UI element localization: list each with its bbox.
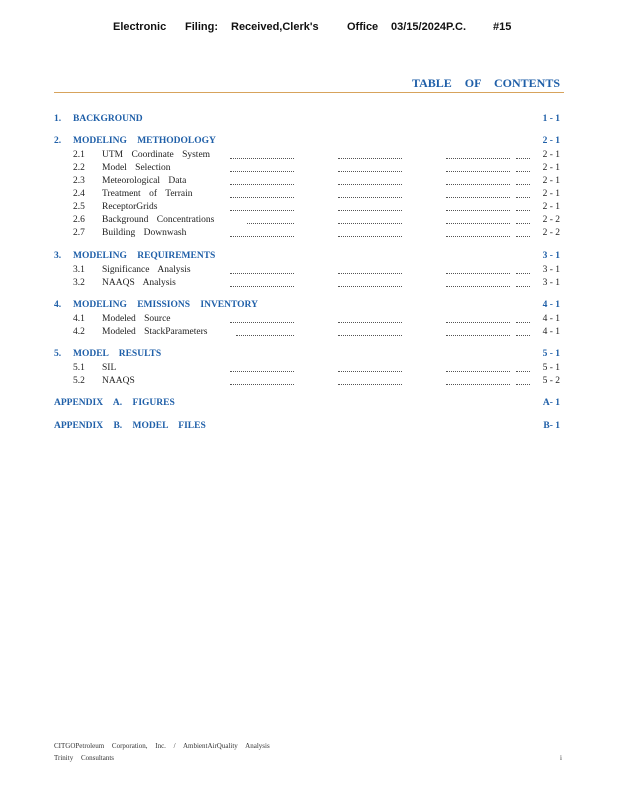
subsection-page: 2 - 2 xyxy=(542,215,560,225)
subsection-title: UTM Coordinate System xyxy=(102,150,211,160)
dot-leader xyxy=(230,189,294,198)
header-date: 03/15/2024P.C. xyxy=(391,21,467,33)
section-page: 5 - 1 xyxy=(542,349,560,359)
dot-leader xyxy=(338,202,402,211)
subsection-title: Modeled StackParameters xyxy=(102,327,208,337)
subsection-number: 2.1 xyxy=(73,150,85,160)
toc-subsection[interactable] xyxy=(0,278,618,291)
dot-leader xyxy=(338,176,402,185)
dot-leader xyxy=(446,314,510,323)
toc-title: TABLE OF CONTENTS xyxy=(412,76,561,90)
dot-leader xyxy=(230,314,294,323)
dot-leader xyxy=(338,278,402,287)
dot-leader xyxy=(338,215,402,224)
section-page: 4 - 1 xyxy=(542,300,560,310)
subsection-page: 5 - 2 xyxy=(542,376,560,386)
toc-subsection[interactable] xyxy=(0,228,618,241)
dot-leader xyxy=(446,150,510,159)
dot-leader xyxy=(338,363,402,372)
toc-subsection[interactable] xyxy=(0,327,618,340)
dot-leader xyxy=(230,150,294,159)
header-office: Office xyxy=(347,21,379,33)
dot-leader xyxy=(230,265,294,274)
subsection-number: 5.1 xyxy=(73,363,85,373)
toc-subsection[interactable] xyxy=(0,176,618,189)
toc-section[interactable] xyxy=(0,136,618,149)
toc-subsection[interactable] xyxy=(0,202,618,215)
subsection-page: 4 - 1 xyxy=(542,327,560,337)
appendix-title: APPENDIX B. MODEL FILES xyxy=(54,421,206,431)
subsection-title: Building Downwash xyxy=(102,228,187,238)
dot-leader xyxy=(446,228,510,237)
toc-section[interactable] xyxy=(0,300,618,313)
subsection-number: 2.6 xyxy=(73,215,85,225)
dot-leader xyxy=(446,265,510,274)
toc-appendix[interactable] xyxy=(0,398,618,411)
dot-leader xyxy=(516,163,530,172)
subsection-title: SIL xyxy=(102,363,117,373)
subsection-title: NAAQS Analysis xyxy=(102,278,176,288)
toc-appendix[interactable] xyxy=(0,421,618,434)
dot-leader xyxy=(516,150,530,159)
dot-leader xyxy=(230,202,294,211)
dot-leader xyxy=(230,278,294,287)
appendix-page: B- 1 xyxy=(543,421,560,431)
toc-subsection[interactable] xyxy=(0,376,618,389)
dot-leader xyxy=(230,363,294,372)
dot-leader xyxy=(338,163,402,172)
dot-leader xyxy=(338,327,402,336)
dot-leader xyxy=(446,176,510,185)
dot-leader xyxy=(516,228,530,237)
footer-line-2: Trinity Consultants xyxy=(54,754,115,762)
section-page: 1 - 1 xyxy=(542,114,560,124)
subsection-title: Background Concentrations xyxy=(102,215,215,225)
filing-header xyxy=(0,21,618,37)
toc-subsection[interactable] xyxy=(0,314,618,327)
header-electronic: Electronic xyxy=(113,21,167,33)
dot-leader xyxy=(338,228,402,237)
section-number: 4. xyxy=(54,300,62,310)
dot-leader xyxy=(247,215,294,224)
dot-leader xyxy=(516,202,530,211)
footer-page-number: i xyxy=(560,754,562,762)
subsection-title: ReceptorGrids xyxy=(102,202,158,212)
dot-leader xyxy=(446,202,510,211)
section-page: 2 - 1 xyxy=(542,136,560,146)
dot-leader xyxy=(516,176,530,185)
subsection-page: 2 - 2 xyxy=(542,228,560,238)
subsection-title: Model Selection xyxy=(102,163,171,173)
dot-leader xyxy=(446,189,510,198)
section-title: MODELING REQUIREMENTS xyxy=(73,251,216,261)
dot-leader xyxy=(230,176,294,185)
dot-leader xyxy=(446,163,510,172)
subsection-page: 2 - 1 xyxy=(542,202,560,212)
dot-leader xyxy=(338,376,402,385)
dot-leader xyxy=(446,278,510,287)
toc-section[interactable] xyxy=(0,251,618,264)
dot-leader xyxy=(230,163,294,172)
subsection-page: 2 - 1 xyxy=(542,176,560,186)
section-number: 3. xyxy=(54,251,62,261)
toc-subsection[interactable] xyxy=(0,163,618,176)
dot-leader xyxy=(236,327,294,336)
dot-leader xyxy=(516,376,530,385)
section-title: MODEL RESULTS xyxy=(73,349,162,359)
dot-leader xyxy=(516,327,530,336)
dot-leader xyxy=(516,265,530,274)
dot-leader xyxy=(338,189,402,198)
section-title: MODELING METHODOLOGY xyxy=(73,136,216,146)
subsection-page: 3 - 1 xyxy=(542,278,560,288)
section-title: BACKGROUND xyxy=(73,114,143,124)
subsection-number: 4.2 xyxy=(73,327,85,337)
subsection-page: 2 - 1 xyxy=(542,189,560,199)
dot-leader xyxy=(338,314,402,323)
toc-section[interactable] xyxy=(0,114,618,127)
dot-leader xyxy=(230,376,294,385)
subsection-number: 2.5 xyxy=(73,202,85,212)
toc-subsection[interactable] xyxy=(0,215,618,228)
subsection-number: 4.1 xyxy=(73,314,85,324)
appendix-page: A- 1 xyxy=(542,398,560,408)
dot-leader xyxy=(516,363,530,372)
dot-leader xyxy=(516,278,530,287)
header-number: #15 xyxy=(493,21,512,33)
toc-section[interactable] xyxy=(0,349,618,362)
subsection-number: 5.2 xyxy=(73,376,85,386)
footer-line-1: CITGOPetroleum Corporation, Inc. / AmbientAirQuality Analysis xyxy=(54,742,270,750)
dot-leader xyxy=(516,189,530,198)
header-filing: Filing: xyxy=(185,21,218,33)
toc-subsection[interactable] xyxy=(0,363,618,376)
subsection-title: Meteorological Data xyxy=(102,176,187,186)
section-number: 1. xyxy=(54,114,62,124)
toc-subsection[interactable] xyxy=(0,189,618,202)
subsection-number: 2.3 xyxy=(73,176,85,186)
dot-leader xyxy=(338,150,402,159)
subsection-page: 4 - 1 xyxy=(542,314,560,324)
section-page: 3 - 1 xyxy=(542,251,560,261)
section-number: 5. xyxy=(54,349,62,359)
subsection-number: 2.7 xyxy=(73,228,85,238)
toc-subsection[interactable] xyxy=(0,150,618,163)
section-title: MODELING EMISSIONS INVENTORY xyxy=(73,300,258,310)
dot-leader xyxy=(446,327,510,336)
subsection-title: Treatment of Terrain xyxy=(102,189,193,199)
dot-leader xyxy=(446,215,510,224)
subsection-number: 3.2 xyxy=(73,278,85,288)
subsection-page: 2 - 1 xyxy=(542,163,560,173)
toc-subsection[interactable] xyxy=(0,265,618,278)
dot-leader xyxy=(516,314,530,323)
subsection-page: 3 - 1 xyxy=(542,265,560,275)
dot-leader xyxy=(516,215,530,224)
subsection-page: 5 - 1 xyxy=(542,363,560,373)
header-received: Received,Clerk's xyxy=(231,21,319,33)
title-divider xyxy=(54,92,564,93)
dot-leader xyxy=(338,265,402,274)
subsection-title: NAAQS xyxy=(102,376,135,386)
dot-leader xyxy=(446,376,510,385)
dot-leader xyxy=(446,363,510,372)
appendix-title: APPENDIX A. FIGURES xyxy=(54,398,175,408)
subsection-title: Significance Analysis xyxy=(102,265,191,275)
subsection-number: 2.2 xyxy=(73,163,85,173)
subsection-number: 3.1 xyxy=(73,265,85,275)
section-number: 2. xyxy=(54,136,62,146)
subsection-title: Modeled Source xyxy=(102,314,171,324)
subsection-page: 2 - 1 xyxy=(542,150,560,160)
dot-leader xyxy=(230,228,294,237)
subsection-number: 2.4 xyxy=(73,189,85,199)
